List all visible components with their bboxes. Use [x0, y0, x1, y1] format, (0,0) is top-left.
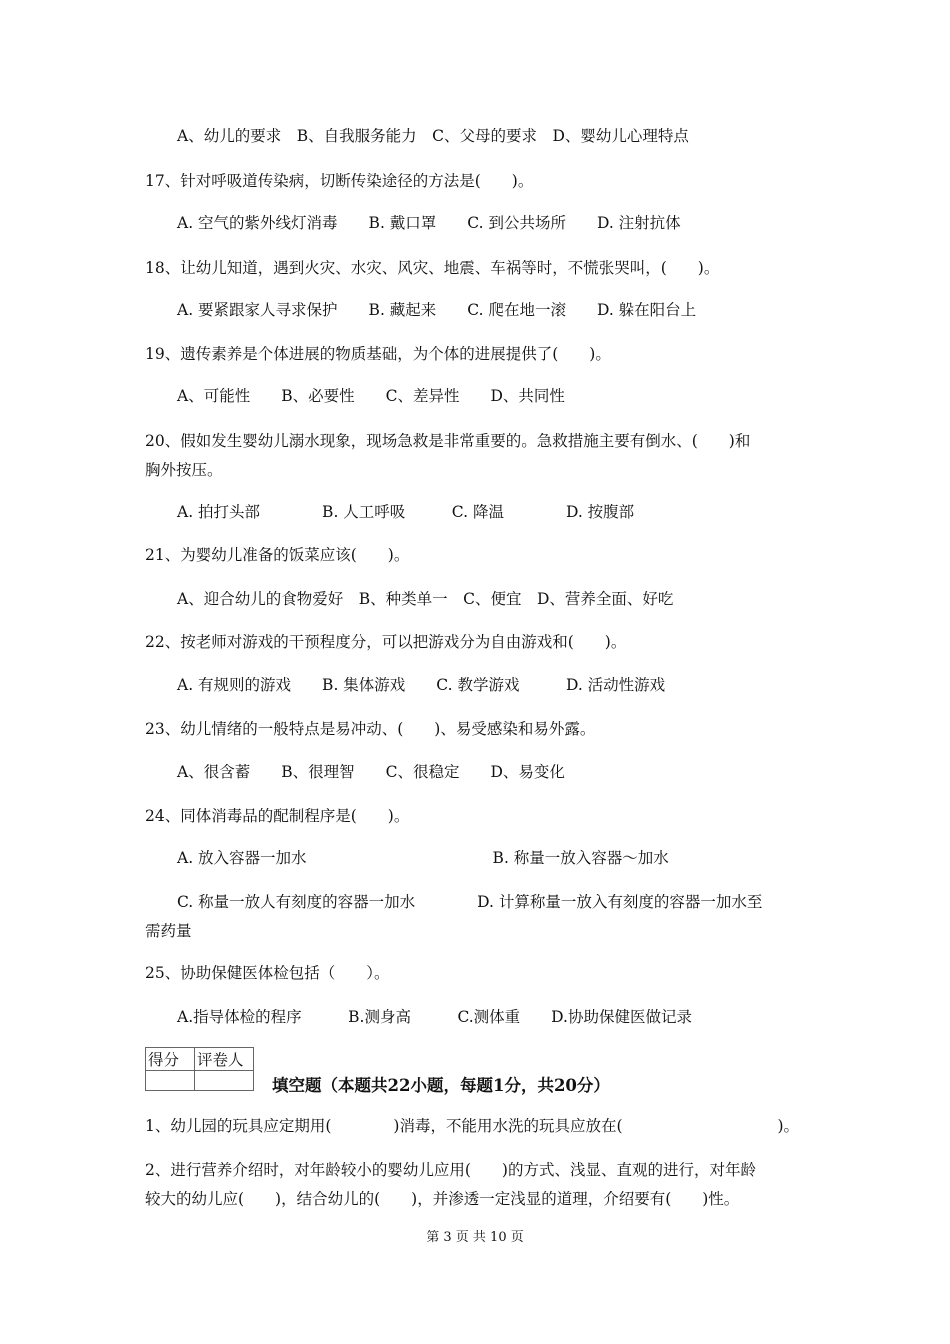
q25-options: A.指导体检的程序 B.测身高 C.测体重 D.协助保健医做记录 — [177, 1008, 692, 1026]
q18-options: A. 要紧跟家人寻求保护 B. 藏起来 C. 爬在地一滚 D. 躲在阳台上 — [177, 301, 697, 319]
q19-options: A、可能性 B、必要性 C、差异性 D、共同性 — [177, 387, 565, 405]
q16-options: A、幼儿的要求 B、自我服务能力 C、父母的要求 D、婴幼儿心理特点 — [177, 127, 689, 145]
q21-options: A、迎合幼儿的食物爱好 B、种类单一 C、便宜 D、营养全面、好吃 — [177, 590, 674, 608]
q22-options: A. 有规则的游戏 B. 集体游戏 C. 教学游戏 D. 活动性游戏 — [177, 676, 666, 694]
q21-question: 21、为婴幼儿准备的饭菜应该( )。 — [145, 546, 410, 564]
q17-options: A. 空气的紫外线灯消毒 B. 戴口罩 C. 到公共场所 D. 注射抗体 — [177, 214, 681, 232]
q19-question: 19、遗传素养是个体进展的物质基础，为个体的进展提供了( )。 — [145, 345, 611, 363]
fill-q2-cont: 较大的幼儿应( )，结合幼儿的( )，并渗透一定浅显的道理，介绍要有( )性。 — [145, 1190, 740, 1208]
fill-q1: 1、幼儿园的玩具应定期用( )消毒，不能用水洗的玩具应放在( )。 — [145, 1117, 800, 1135]
page-footer: 第 3 页 共 10 页 — [426, 1230, 524, 1245]
grader-header: 评卷人 — [195, 1048, 254, 1071]
q18-question: 18、让幼儿知道，遇到火灾、水灾、风灾、地震、车祸等时，不慌张哭叫，( )。 — [145, 259, 720, 277]
q25-question: 25、协助保健医体检包括（ ）。 — [145, 964, 390, 982]
q17-question: 17、针对呼吸道传染病，切断传染途径的方法是( )。 — [145, 172, 534, 190]
fill-q2: 2、进行营养介绍时，对年龄较小的婴幼儿应用( )的方式、浅显、直观的进行，对年龄 — [145, 1161, 756, 1179]
q24-options-cd: C. 称量一放人有刻度的容器一加水 D. 计算称量一放入有刻度的容器一加水至 — [177, 893, 763, 911]
q24-options-ab: A. 放入容器一加水 B. 称量一放入容器～加水 — [177, 849, 669, 867]
q23-options: A、很含蓄 B、很理智 C、很稳定 D、易变化 — [177, 763, 565, 781]
score-table — [145, 1047, 254, 1091]
q20-question: 20、假如发生婴幼儿溺水现象，现场急救是非常重要的。急救措施主要有倒水、( )和 — [145, 432, 751, 450]
score-header: 得分 — [146, 1048, 195, 1071]
section-title: 填空题（本题共22小题，每题1分，共20分） — [272, 1076, 610, 1095]
q20-question-cont: 胸外按压。 — [145, 461, 223, 479]
q24-question: 24、同体消毒品的配制程序是( )。 — [145, 807, 410, 825]
q23-question: 23、幼儿情绪的一般特点是易冲动、( )、易受感染和易外露。 — [145, 720, 596, 738]
q22-question: 22、按老师对游戏的干预程度分，可以把游戏分为自由游戏和( )。 — [145, 633, 627, 651]
score-cell — [146, 1071, 195, 1091]
q24-options-cont: 需药量 — [145, 922, 192, 940]
q20-options: A. 拍打头部 B. 人工呼吸 C. 降温 D. 按腹部 — [177, 503, 635, 521]
grader-cell — [195, 1071, 254, 1091]
